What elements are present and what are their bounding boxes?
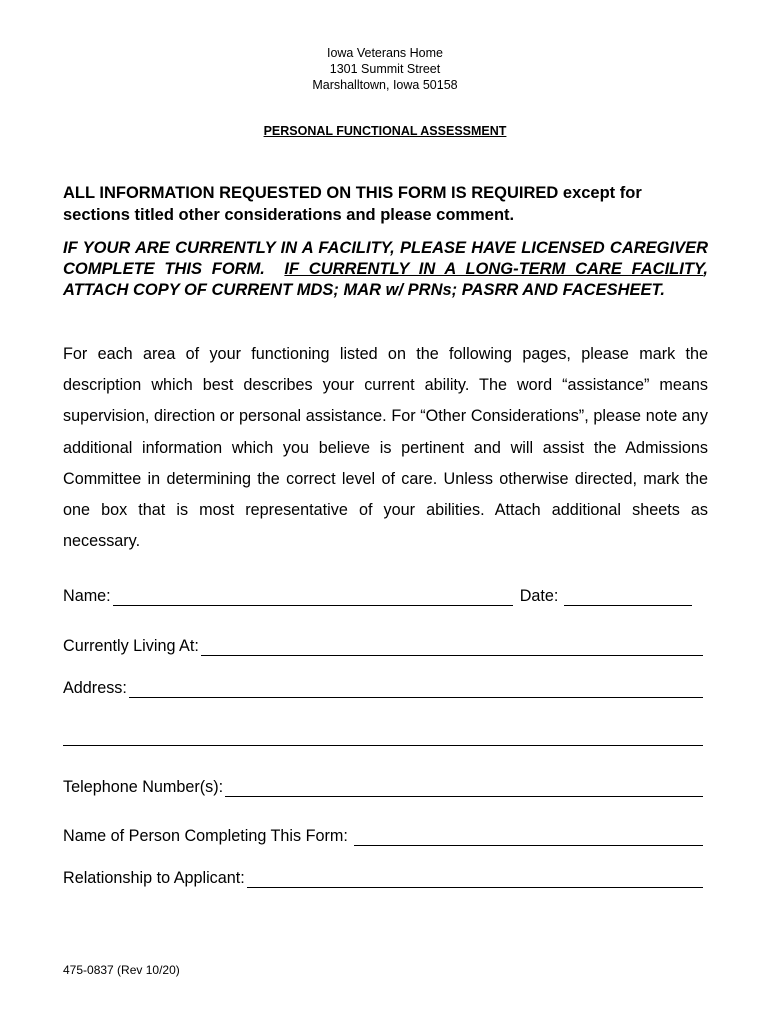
living-label: Currently Living At: (63, 637, 199, 655)
address-row (63, 676, 703, 698)
telephone-row (63, 775, 703, 797)
completing-row (63, 824, 703, 846)
living-row (63, 634, 703, 656)
telephone-field[interactable] (225, 779, 703, 797)
facility-notice-underlined: IF CURRENTLY IN A LONG-TERM CARE FACILITY (284, 260, 704, 278)
relationship-label: Relationship to Applicant: (63, 869, 245, 887)
required-notice: ALL INFORMATION REQUESTED ON THIS FORM IS REQUIRED except for sections titled other considerations and please comment. (63, 184, 642, 224)
address-line-2-row (63, 724, 703, 746)
form-title: PERSONAL FUNCTIONAL ASSESSMENT (263, 124, 507, 138)
name-field[interactable] (113, 588, 513, 606)
completing-field[interactable] (354, 828, 703, 846)
completing-label: Name of Person Completing This Form: (63, 827, 348, 845)
organization-name: Iowa Veterans Home (326, 46, 444, 60)
date-field[interactable] (564, 588, 692, 606)
address-line-2-field[interactable] (63, 728, 703, 746)
address-label: Address: (63, 679, 127, 697)
relationship-field[interactable] (247, 870, 703, 888)
instructions-paragraph: For each area of your functioning listed on the following pages, please mark the description which best describes your current ability. The word “assistance” means supervision, direction or personal assistance. For “Other Considerations”, please note any additional information which you believe is pertinent and will assist the Admissions Committee in determining the correct level of care. Unless otherwise directed, mark the one box that is most representative of your abilities. Attach additional sheets as necessary. (63, 345, 708, 551)
name-date-row (63, 584, 703, 606)
facility-notice-part3: , ATTACH COPY OF CURRENT MDS; MAR w/ PRNs; PASRR AND FACESHEET. (63, 260, 708, 299)
living-field[interactable] (201, 638, 703, 656)
address-field[interactable] (129, 680, 703, 698)
letterhead (0, 45, 770, 93)
date-label: Date: (519, 587, 559, 605)
telephone-label: Telephone Number(s): (63, 778, 224, 796)
name-label: Name: (63, 587, 111, 605)
city-state-zip: Marshalltown, Iowa 50158 (312, 78, 458, 92)
facility-notice-part1: IF YOUR ARE CURRENTLY IN A FACILITY, PLEASE HAVE LICENSED CAREGIVER COMPLETE THIS FORM. (63, 239, 708, 278)
form-number: 475-0837 (Rev 10/20) (63, 963, 180, 977)
relationship-row (63, 866, 703, 888)
facility-notice (63, 238, 708, 301)
street-address: 1301 Summit Street (329, 62, 441, 76)
